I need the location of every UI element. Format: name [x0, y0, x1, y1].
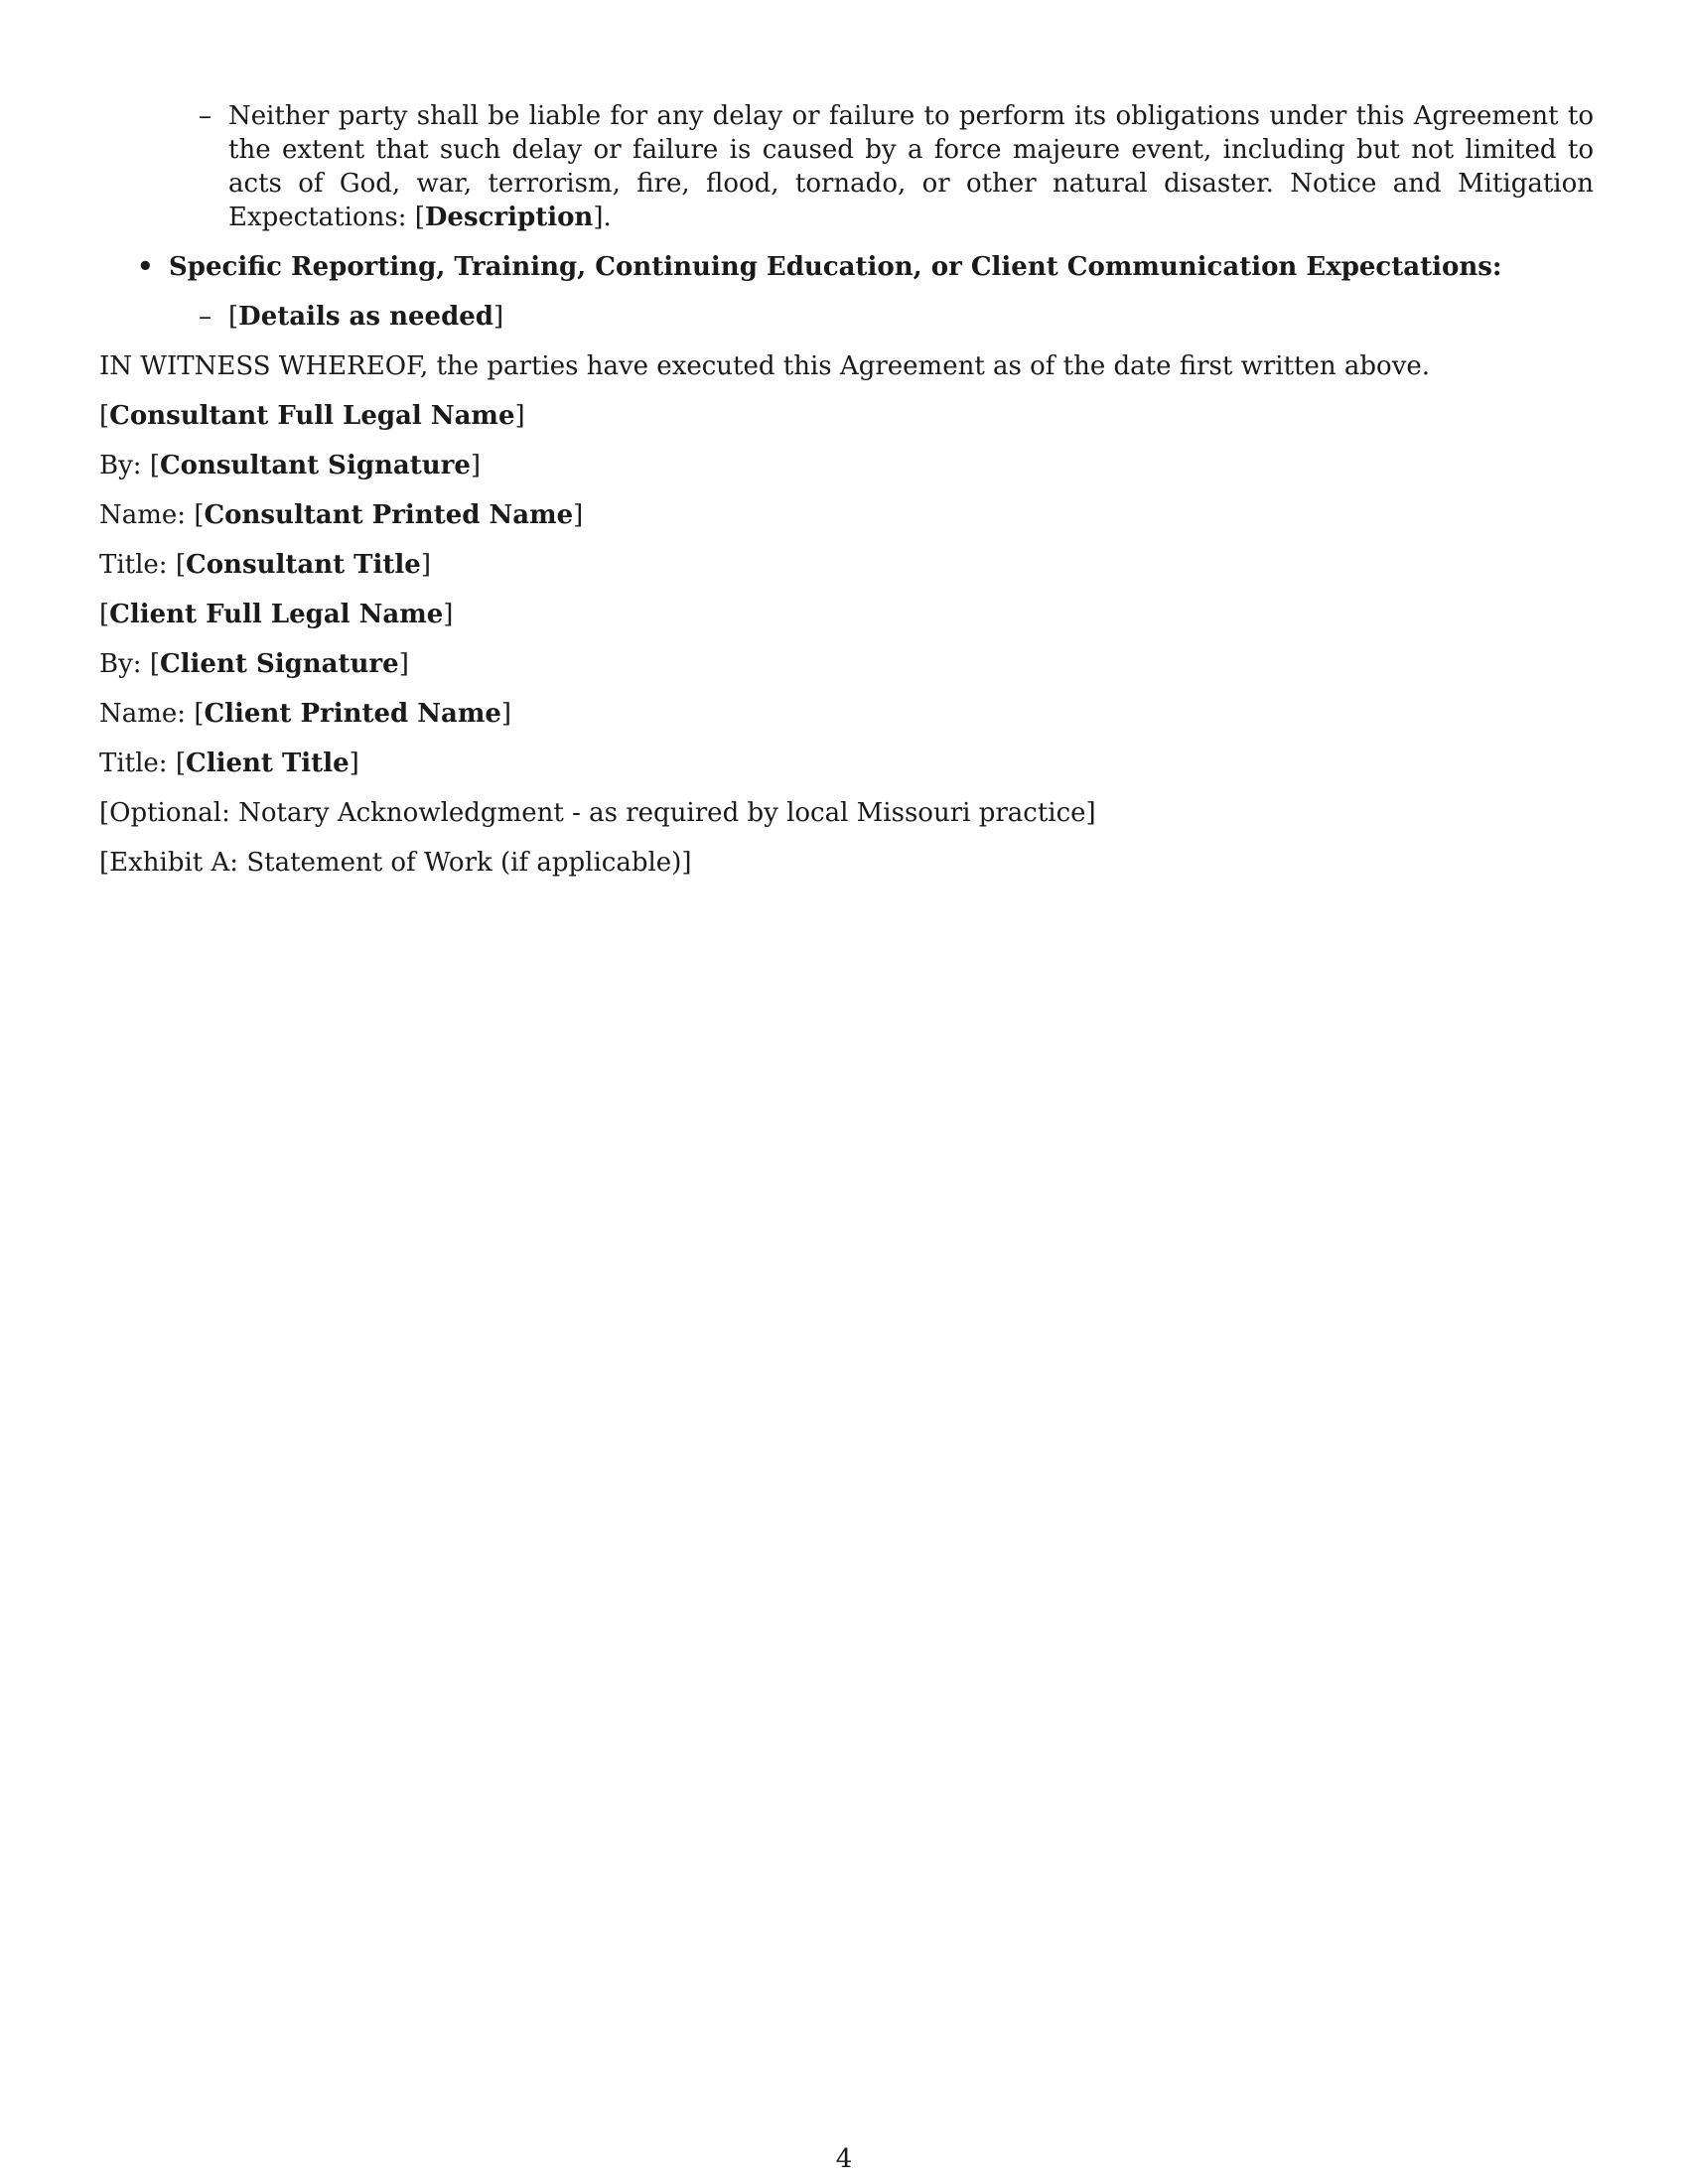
client-title-line: Title: [Client Title] — [99, 749, 359, 778]
description-placeholder: Description — [424, 203, 594, 232]
force-majeure-text: Neither party shall be liable for any delay or failure to perform its obligations under this Agreement to the extent that such delay or failure is caused by a force majeure event, including but not limited to acts of God, war, terrorism, fire, flood, tornado, or other natural disaster. Notice and Mitigation Expectations: — [228, 101, 1594, 232]
client-signature-line: By: [Client Signature] — [99, 649, 409, 679]
reporting-heading: • Specific Reporting, Training, Continuing Education, or Client Communication Expectations: — [137, 252, 1502, 282]
dash-marker: – — [199, 101, 211, 131]
notary-note: [Optional: Notary Acknowledgment - as required by local Missouri practice] — [99, 798, 1096, 828]
witness-statement: IN WITNESS WHEREOF, the parties have executed this Agreement as of the date first written above. — [99, 351, 1431, 381]
exhibit-note: [Exhibit A: Statement of Work (if applicable)] — [99, 848, 692, 878]
details-placeholder: Details as needed — [238, 302, 493, 332]
consultant-signature-line: By: [Consultant Signature] — [99, 451, 482, 480]
client-name-line: Name: [Client Printed Name] — [99, 699, 512, 729]
document-page — [99, 99, 1594, 880]
consultant-title-line: Title: [Consultant Title] — [99, 550, 431, 580]
bullet-marker: • — [137, 252, 154, 282]
page-number: 4 — [835, 2144, 853, 2174]
force-majeure-clause: – Neither party shall be liable for any delay or failure to perform its obligations under this Agreement to the extent that such delay or failure is caused by a force majeure event, including but not limited to acts of God, war, terrorism, fire, flood, tornado, or other natural disaster. Notice and Mitigation Expectations: [Description]. — [199, 101, 1594, 232]
details-item: – [Details as needed] — [199, 302, 504, 332]
consultant-full-name: [Consultant Full Legal Name] — [99, 401, 525, 431]
client-full-name: [Client Full Legal Name] — [99, 600, 454, 629]
consultant-name-line: Name: [Consultant Printed Name] — [99, 500, 584, 530]
dash-marker: – — [199, 302, 211, 332]
